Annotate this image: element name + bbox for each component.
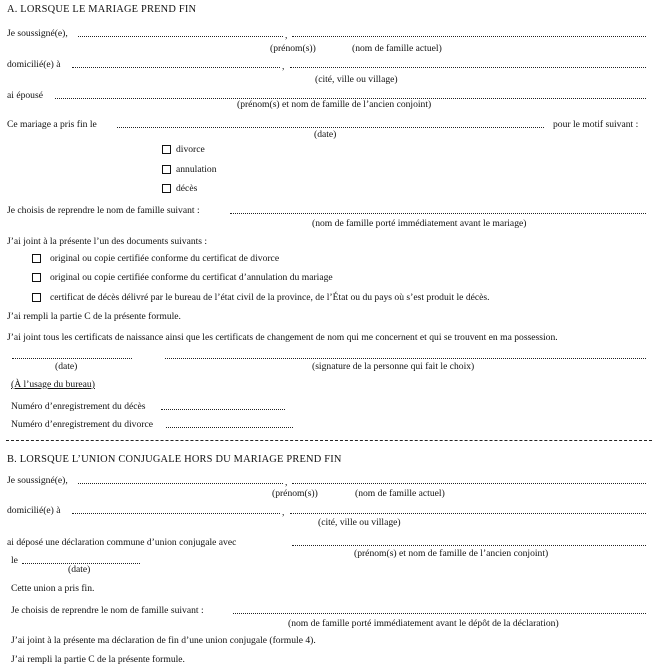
deces-label: décès <box>176 183 198 194</box>
former-spouse-field-b[interactable] <box>292 545 646 546</box>
section-b-heading: B. LORSQUE L’UNION CONJUGALE HORS DU MARIAGE PREND FIN <box>7 454 342 465</box>
resume-name-label-b: Je choisis de reprendre le nom de famille suivant : <box>11 605 204 616</box>
filed-label-b: ai déposé une déclaration commune d’union conjugale avec <box>7 537 237 548</box>
resume-name-label-a: Je choisis de reprendre le nom de famille suivant : <box>7 205 200 216</box>
signature-field[interactable] <box>165 358 646 359</box>
section-divider <box>6 440 652 441</box>
city-caption-a: (cité, ville ou village) <box>315 74 398 85</box>
annulation-checkbox[interactable] <box>162 165 171 174</box>
death-certificate-checkbox[interactable] <box>32 293 41 302</box>
married-label-a: ai épousé <box>7 90 43 101</box>
surname-caption-a: (nom de famille actuel) <box>352 43 442 54</box>
attached-declaration-label: J’ai joint à la présente ma déclaration de fin d’une union conjugale (formule 4). <box>11 635 316 646</box>
birth-certificates-label: J’ai joint tous les certificats de naissance ainsi que les certificats de changement de nom qui me concernent et qui se trouvent en ma possession. <box>7 332 558 343</box>
choice-date-field[interactable] <box>12 358 132 359</box>
given-names-caption-b: (prénom(s)) <box>272 488 318 499</box>
divorce-registration-field[interactable] <box>166 427 293 428</box>
annulment-certificate-label: original ou copie certifiée conforme du certificat d’annulation du mariage <box>50 272 333 283</box>
reason-label: pour le motif suivant : <box>553 119 639 130</box>
undersigned-label-b: Je soussigné(e), <box>7 475 68 486</box>
divorce-certificate-label: original ou copie certifiée conforme du certificat de divorce <box>50 253 280 264</box>
death-registration-field[interactable] <box>161 409 285 410</box>
given-names-field-a[interactable] <box>78 36 283 37</box>
resume-name-field-b[interactable] <box>233 613 646 614</box>
part-c-label-a: J’ai rempli la partie C de la présente formule. <box>7 311 181 322</box>
date-caption-signature: (date) <box>55 361 78 372</box>
marriage-ended-label: Ce mariage a pris fin le <box>7 119 97 130</box>
union-ended-label: Cette union a pris fin. <box>11 583 95 594</box>
marriage-end-date-field[interactable] <box>117 127 544 128</box>
name-before-marriage-caption: (nom de famille porté immédiatement avant le mariage) <box>312 218 527 229</box>
divorce-certificate-checkbox[interactable] <box>32 254 41 263</box>
domicile-field-a[interactable] <box>72 67 280 68</box>
signature-caption: (signature de la personne qui fait le choix) <box>312 361 475 372</box>
surname-caption-b: (nom de famille actuel) <box>355 488 445 499</box>
resume-name-field-a[interactable] <box>230 213 646 214</box>
domiciled-label-a: domicilié(e) à <box>7 59 61 70</box>
divorce-checkbox[interactable] <box>162 145 171 154</box>
former-spouse-caption-a: (prénom(s) et nom de famille de l’ancien conjoint) <box>237 99 432 110</box>
annulation-label: annulation <box>176 164 217 175</box>
surname-field-b[interactable] <box>292 483 646 484</box>
death-registration-label: Numéro d’enregistrement du décès <box>11 401 146 412</box>
section-a-heading: A. LORSQUE LE MARIAGE PREND FIN <box>7 4 197 15</box>
city-caption-b: (cité, ville ou village) <box>318 517 401 528</box>
part-c-label-b: J’ai rempli la partie C de la présente formule. <box>11 654 185 665</box>
divorce-registration-label: Numéro d’enregistrement du divorce <box>11 419 153 430</box>
name-before-declaration-caption: (nom de famille porté immédiatement avant le dépôt de la déclaration) <box>288 618 559 629</box>
given-names-field-b[interactable] <box>78 483 283 484</box>
given-names-caption-a: (prénom(s)) <box>270 43 316 54</box>
on-label-b: le <box>11 555 18 566</box>
domicile-field-b[interactable] <box>72 513 280 514</box>
divorce-label: divorce <box>176 144 205 155</box>
attached-one-label: J’ai joint à la présente l’un des documents suivants : <box>7 236 208 247</box>
surname-field-a[interactable] <box>292 36 646 37</box>
domiciled-label-b: domicilié(e) à <box>7 505 61 516</box>
annulment-certificate-checkbox[interactable] <box>32 273 41 282</box>
date-caption-b: (date) <box>68 564 91 575</box>
death-certificate-label: certificat de décès délivré par le bureau de l’état civil de la province, de l’État ou du pays où s’est produit le décès. <box>50 292 490 303</box>
domicile-field-b-2[interactable] <box>290 513 646 514</box>
deces-checkbox[interactable] <box>162 184 171 193</box>
date-caption-a: (date) <box>314 129 337 140</box>
domicile-field-a-2[interactable] <box>290 67 646 68</box>
office-use-label: (À l’usage du bureau) <box>11 379 95 390</box>
undersigned-label-a: Je soussigné(e), <box>7 28 68 39</box>
former-spouse-caption-b: (prénom(s) et nom de famille de l’ancien conjoint) <box>354 548 549 559</box>
